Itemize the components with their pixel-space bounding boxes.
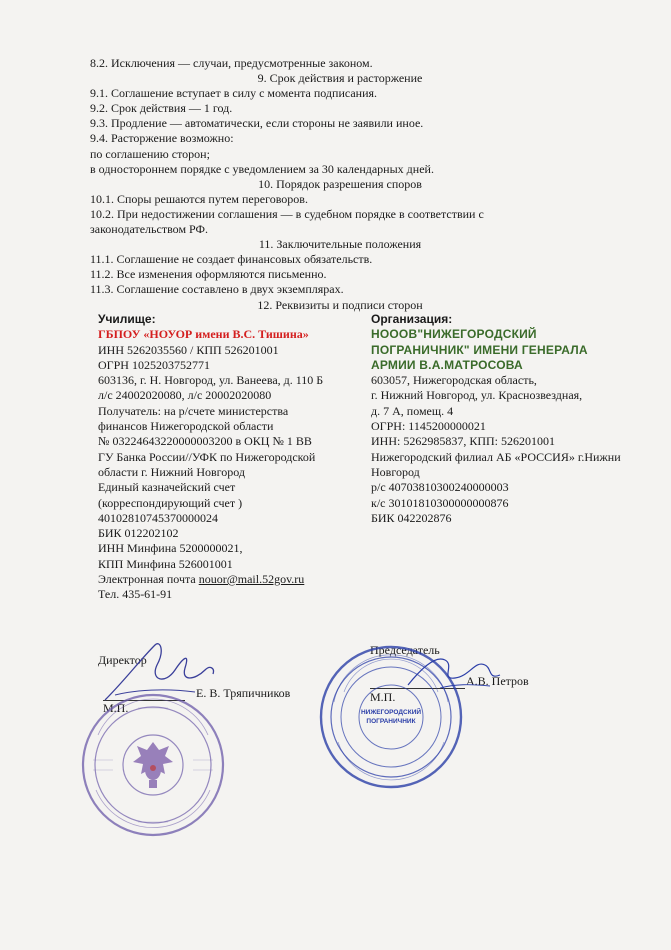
clause-line: по соглашению сторон; xyxy=(90,146,210,161)
organization-name-line: ПОГРАНИЧНИК" ИМЕНИ ГЕНЕРАЛА xyxy=(371,342,588,357)
school-signer-name: Е. В. Тряпичников xyxy=(196,686,291,700)
clause-line: 9.3. Продление — автоматически, если стороны не заявили иное. xyxy=(90,116,424,131)
clause-line: 11.3. Соглашение составлено в двух экземплярах. xyxy=(90,282,344,297)
school-detail-line: БИК 012202102 xyxy=(98,526,179,541)
school-detail-line: ИНН Минфина 5200000021, xyxy=(98,541,243,556)
section-heading: 11. Заключительные положения xyxy=(258,237,422,252)
org-mp-label: М.П. xyxy=(370,690,396,704)
organization-detail-line: к/с 30101810300000000876 xyxy=(371,495,509,510)
school-heading: Училище: xyxy=(98,312,156,326)
organization-detail-line: Новгород xyxy=(371,464,420,479)
clause-line: 8.2. Исключения — случаи, предусмотренные законом. xyxy=(90,56,373,70)
organization-detail-line: ОГРН: 1145200000021 xyxy=(371,419,486,434)
school-details xyxy=(98,343,363,572)
organization-detail-line: д. 7 А, помещ. 4 xyxy=(371,403,454,418)
organization-detail-line: 603057, Нижегородская область, xyxy=(371,373,537,388)
organization-detail-line: Нижегородский филиал АБ «РОССИЯ» г.Нижни xyxy=(371,449,621,464)
school-detail-line: КПП Минфина 526001001 xyxy=(98,556,233,571)
organization-detail-line: ИНН: 5262985837, КПП: 526201001 xyxy=(371,434,556,449)
clause-line: 10.2. При недостижении соглашения — в судебном порядке в соответствии с xyxy=(90,206,484,221)
section-heading: 12. Реквизиты и подписи сторон xyxy=(257,297,423,312)
org-signer-name: А.В. Петров xyxy=(466,674,529,688)
organization-name xyxy=(371,327,661,373)
clause-line: 11.1. Соглашение не создает финансовых обязательств. xyxy=(90,252,373,267)
clause-line: в одностороннем порядке с уведомлением за 30 календарных дней. xyxy=(90,161,434,176)
school-signature-icon xyxy=(95,640,225,710)
clause-line: законодательством РФ. xyxy=(90,222,208,237)
school-detail-line: финансов Нижегородской области xyxy=(98,419,274,434)
agreement-text xyxy=(90,56,590,313)
school-name: ГБПОУ «НОУОР имени В.С. Тишина» xyxy=(98,327,309,342)
school-detail-line: 603136, г. Н. Новгород, ул. Ванеева, д. 110 Б xyxy=(98,373,324,388)
email-label: Электронная почта xyxy=(98,572,199,587)
clause-line: 9.4. Расторжение возможно: xyxy=(90,131,234,146)
organization-detail-line: р/с 40703810300240000003 xyxy=(371,480,509,495)
organization-name-line: НОООВ"НИЖЕГОРОДСКИЙ xyxy=(371,327,537,342)
school-detail-line: № 03224643220000003200 в ОКЦ № 1 ВВ xyxy=(98,434,312,449)
organization-detail-line: БИК 042202876 xyxy=(371,510,452,525)
school-stamp-icon xyxy=(78,690,228,840)
organization-signature-icon xyxy=(400,640,510,695)
stamp-text-line2: ПОГРАНИЧНИК xyxy=(366,718,416,725)
organization-name-line: АРМИИ В.А.МАТРОСОВА xyxy=(371,357,523,372)
organization-detail-line: г. Нижний Новгород, ул. Краснозвездная, xyxy=(371,388,583,403)
school-detail-line: ГУ Банка России//УФК по Нижегородской xyxy=(98,449,316,464)
school-email-link[interactable]: nouor@mail.52gov.ru xyxy=(198,572,305,587)
section-heading: 9. Срок действия и расторжение xyxy=(257,71,423,86)
stamp-text-line1: НИЖЕГОРОДСКИЙ xyxy=(360,709,422,716)
school-detail-line: ИНН 5262035560 / КПП 526201001 xyxy=(98,342,279,357)
school-signer-title: Директор xyxy=(98,653,147,667)
org-signer-title: Председатель xyxy=(370,643,440,657)
clause-line: 9.2. Срок действия — 1 год. xyxy=(90,101,233,116)
organization-details xyxy=(371,373,661,526)
school-detail-line: ОГРН 1025203752771 xyxy=(98,357,210,372)
school-detail-line: Получатель: на р/счете министерства xyxy=(98,403,289,418)
school-phone: Тел. 435-61-91 xyxy=(98,587,173,602)
organization-requisites xyxy=(371,312,661,526)
school-detail-line: Единый казначейский счет xyxy=(98,480,236,495)
clause-line: 10.1. Споры решаются путем переговоров. xyxy=(90,191,308,206)
organization-heading: Организация: xyxy=(371,312,453,326)
school-requisites xyxy=(98,312,363,603)
school-email-line xyxy=(98,572,363,587)
clause-line: 9.1. Соглашение вступает в силу с момента подписания. xyxy=(90,86,378,101)
clause-line: 11.2. Все изменения оформляются письменно. xyxy=(90,267,327,282)
school-detail-line: л/с 24002020080, л/с 20002020080 xyxy=(98,388,272,403)
school-detail-line: (корреспондирующий счет ) xyxy=(98,495,243,510)
school-detail-line: области г. Нижний Новгород xyxy=(98,464,246,479)
section-heading: 10. Порядок разрешения споров xyxy=(258,176,422,191)
school-mp-label: М.П. xyxy=(103,701,129,715)
school-detail-line: 40102810745370000024 xyxy=(98,510,218,525)
